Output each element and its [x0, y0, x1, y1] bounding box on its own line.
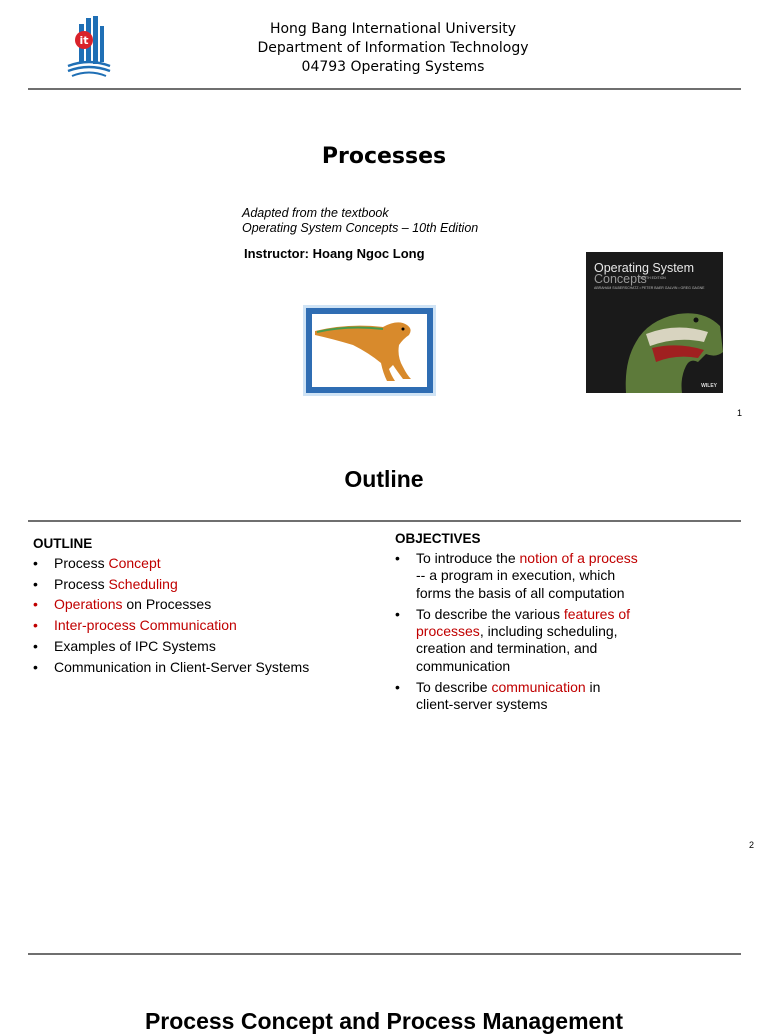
- slide2-divider: [28, 520, 741, 522]
- list-item: • Operations on Processes: [33, 594, 373, 615]
- dinosaur-head-image: [586, 292, 723, 393]
- textbook-cover: [586, 252, 723, 393]
- dinosaur-illustration: [303, 305, 436, 396]
- list-item: • To introduce the notion of a process -- a program in execution, which forms the basis of all computation: [395, 550, 725, 602]
- list-item: • Inter-process Communication: [33, 615, 373, 636]
- book-title-line2: Concepts: [594, 272, 647, 286]
- outline-heading: OUTLINE: [33, 536, 93, 551]
- slide3-divider: [28, 953, 741, 955]
- slide1-title: Processes: [321, 144, 447, 169]
- header-divider: [28, 88, 741, 90]
- header-university: Hong Bang International University: [269, 21, 517, 37]
- header-course: 04793 Operating Systems: [301, 59, 485, 75]
- university-logo: [64, 14, 114, 78]
- book-subtitle: TENTH EDITION: [639, 276, 666, 280]
- header-department: Department of Information Technology: [257, 40, 529, 56]
- book-publisher: WILEY: [701, 383, 717, 389]
- instructor-name: Instructor: Hoang Ngoc Long: [244, 246, 425, 261]
- adapted-line-2: Operating System Concepts – 10th Edition: [242, 221, 479, 235]
- list-item: • To describe the various features of processes, including scheduling, creation and termination, and communication: [395, 606, 725, 675]
- logo-text: it: [79, 34, 89, 47]
- list-item: • To describe communication in client-server systems: [395, 679, 725, 714]
- slide2-page-number: 2: [749, 840, 755, 850]
- book-title-line1: Operating System: [594, 261, 695, 275]
- adapted-line-1: Adapted from the textbook: [242, 206, 389, 220]
- slide3-title: Process Concept and Process Management: [144, 1008, 624, 1034]
- list-item: • Examples of IPC Systems: [33, 636, 373, 657]
- list-item: • Communication in Client-Server Systems: [33, 657, 373, 678]
- outline-list: [33, 553, 373, 677]
- list-item: • Process Scheduling: [33, 574, 373, 595]
- objectives-list: [395, 550, 725, 718]
- objectives-heading: OBJECTIVES: [395, 531, 481, 546]
- slide1-page-number: 1: [737, 408, 743, 418]
- slide2-title: Outline: [344, 466, 424, 492]
- book-authors: ABRAHAM SILBERSCHATZ • PETER BAER GALVIN • GREG GAGNE: [594, 286, 705, 290]
- list-item: • Process Concept: [33, 553, 373, 574]
